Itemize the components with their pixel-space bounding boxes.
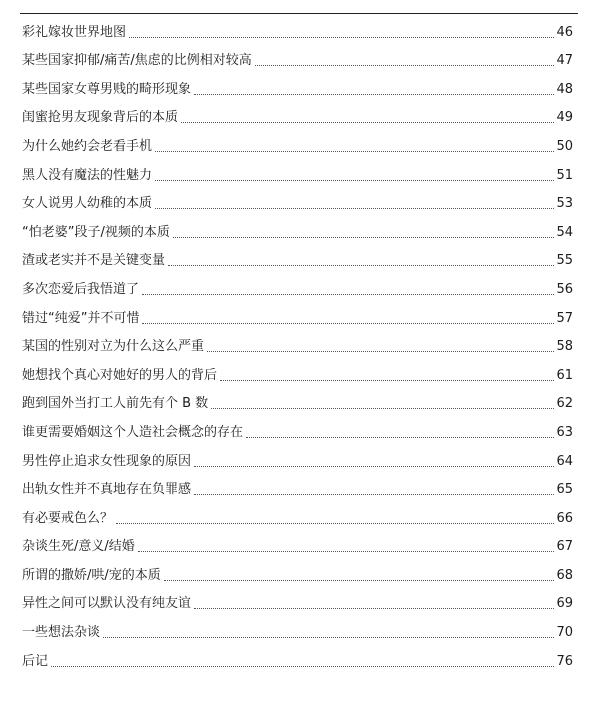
toc-entry-title: 多次恋爱后我悟道了 (22, 281, 140, 297)
toc-dot-leader (194, 466, 554, 467)
toc-entry-page: 58 (556, 339, 573, 355)
toc-entry-title: 一些想法杂谈 (22, 625, 101, 641)
toc-dot-leader (194, 494, 554, 495)
toc-dot-leader (51, 666, 554, 667)
toc-entry[interactable] (22, 473, 573, 502)
toc-entry-page: 61 (556, 367, 573, 383)
toc-entry-title: 谁更需要婚姻这个人造社会概念的存在 (22, 424, 244, 440)
toc-entry-title: 跑到国外当打工人前先有个 B 数 (22, 396, 209, 412)
toc-dot-leader (142, 294, 554, 295)
toc-entry[interactable] (22, 101, 573, 130)
toc-dot-leader (164, 580, 555, 581)
toc-dot-leader (211, 408, 554, 409)
top-rule (20, 13, 578, 14)
toc-entry[interactable] (22, 444, 573, 473)
toc-entry-title: 渣或老实并不是关键变量 (22, 253, 166, 269)
toc-entry-title: 女人说男人幼稚的本质 (22, 196, 153, 212)
toc-entry-title: 黑人没有魔法的性魅力 (22, 167, 153, 183)
toc-entry-title: 后记 (22, 653, 49, 669)
toc-dot-leader (173, 237, 555, 238)
toc-entry-title: 所谓的撒娇/哄/宠的本质 (22, 567, 161, 583)
toc-entry-page: 48 (556, 81, 573, 97)
toc-entry-page: 55 (556, 253, 573, 269)
toc-dot-leader (138, 551, 555, 552)
toc-entry[interactable] (22, 187, 573, 216)
toc-entry-title: “怕老婆”段子/视频的本质 (22, 224, 170, 240)
toc-entry[interactable] (22, 44, 573, 73)
toc-dot-leader (155, 180, 554, 181)
toc-entry[interactable] (22, 15, 573, 44)
toc-entry-page: 56 (556, 281, 573, 297)
toc-entry[interactable] (22, 501, 573, 530)
toc-entry[interactable] (22, 415, 573, 444)
toc-dot-leader (116, 523, 554, 524)
toc-entry[interactable] (22, 358, 573, 387)
toc-dot-leader (129, 37, 554, 38)
toc-entry[interactable] (22, 129, 573, 158)
toc-dot-leader (207, 351, 554, 352)
toc-entry-page: 66 (556, 510, 573, 526)
table-of-contents (22, 15, 573, 673)
toc-entry-page: 51 (556, 167, 573, 183)
toc-entry[interactable] (22, 644, 573, 673)
toc-entry[interactable] (22, 72, 573, 101)
toc-entry-page: 54 (556, 224, 573, 240)
toc-entry[interactable] (22, 330, 573, 359)
toc-entry-page: 57 (556, 310, 573, 326)
toc-dot-leader (155, 151, 554, 152)
toc-entry-page: 69 (556, 596, 573, 612)
toc-entry-page: 49 (556, 110, 573, 126)
toc-entry[interactable] (22, 244, 573, 273)
toc-entry-page: 50 (556, 138, 573, 154)
toc-dot-leader (194, 608, 554, 609)
toc-entry-title: 男性停止追求女性现象的原因 (22, 453, 192, 469)
toc-dot-leader (155, 208, 554, 209)
toc-entry-title: 杂谈生死/意义/结婚 (22, 539, 135, 555)
toc-entry[interactable] (22, 387, 573, 416)
toc-entry-page: 76 (556, 653, 573, 669)
toc-entry[interactable] (22, 587, 573, 616)
toc-dot-leader (181, 122, 554, 123)
toc-entry-title: 某国的性别对立为什么这么严重 (22, 339, 205, 355)
toc-entry-page: 47 (556, 53, 573, 69)
toc-entry-page: 53 (556, 196, 573, 212)
toc-entry-title: 错过“纯爱”并不可惜 (22, 310, 140, 326)
toc-entry[interactable] (22, 530, 573, 559)
toc-entry-page: 65 (556, 482, 573, 498)
toc-entry-title: 出轨女性并不真地存在负罪感 (22, 482, 192, 498)
toc-entry-title: 某些国家女尊男贱的畸形现象 (22, 81, 192, 97)
toc-entry-title: 闺蜜抢男友现象背后的本质 (22, 110, 179, 126)
toc-entry[interactable] (22, 301, 573, 330)
toc-entry[interactable] (22, 215, 573, 244)
toc-dot-leader (168, 265, 554, 266)
toc-dot-leader (246, 437, 554, 438)
toc-entry[interactable] (22, 158, 573, 187)
toc-entry-title: 为什么她约会老看手机 (22, 138, 153, 154)
toc-dot-leader (255, 65, 555, 66)
toc-entry-title: 异性之间可以默认没有纯友谊 (22, 596, 192, 612)
toc-dot-leader (103, 637, 554, 638)
toc-entry-title: 彩礼嫁妆世界地图 (22, 24, 127, 40)
toc-entry-title: 有必要戒色么？ (22, 510, 114, 526)
toc-entry[interactable] (22, 272, 573, 301)
toc-dot-leader (194, 94, 554, 95)
toc-entry-title: 她想找个真心对她好的男人的背后 (22, 367, 218, 383)
toc-dot-leader (220, 380, 554, 381)
toc-entry-page: 64 (556, 453, 573, 469)
toc-entry-page: 70 (556, 625, 573, 641)
toc-entry[interactable] (22, 615, 573, 644)
toc-entry[interactable] (22, 558, 573, 587)
toc-entry-page: 46 (556, 24, 573, 40)
toc-dot-leader (142, 323, 554, 324)
toc-entry-page: 62 (556, 396, 573, 412)
toc-entry-title: 某些国家抑郁/痛苦/焦虑的比例相对较高 (22, 53, 252, 69)
toc-entry-page: 67 (556, 539, 573, 555)
toc-entry-page: 63 (556, 424, 573, 440)
toc-entry-page: 68 (556, 567, 573, 583)
